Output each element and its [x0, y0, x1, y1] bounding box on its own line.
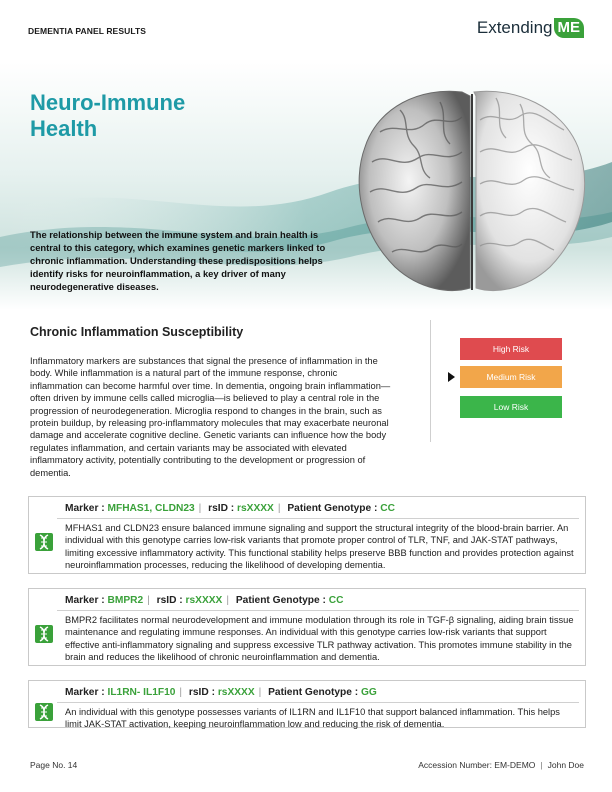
logo-text: Extending — [476, 18, 553, 37]
marker-label: Marker : — [65, 595, 105, 606]
marker-value: MFHAS1, CLDN23 — [107, 503, 195, 514]
risk-medium: Medium Risk — [460, 366, 562, 388]
marker-value: BMPR2 — [107, 595, 144, 606]
page-number: Page No. 14 — [30, 760, 78, 770]
genotype-label: Patient Genotype : — [268, 687, 359, 698]
logo-badge: ME — [554, 18, 585, 38]
marker-header: Marker : BMPR2 | rsID : rsXXXX | Patient Genotype : CC — [65, 595, 344, 606]
marker-card — [28, 588, 586, 666]
marker-value: IL1RN- IL1F10 — [107, 687, 176, 698]
marker-label: Marker : — [65, 687, 105, 698]
rsid-label: rsID : — [208, 503, 235, 514]
marker-header: Marker : MFHAS1, CLDN23 | rsID : rsXXXX | Patient Genotype : CC — [65, 503, 395, 514]
patient-name: John Doe — [547, 760, 584, 770]
rsid-value: rsXXXX — [237, 503, 274, 514]
card-divider — [57, 610, 579, 611]
dna-icon — [35, 625, 53, 643]
logo — [477, 18, 584, 38]
genotype-value: CC — [380, 503, 395, 514]
marker-description: MFHAS1 and CLDN23 ensure balanced immune signaling and support the structural integrity of the blood-brain barrier. An individual with this genotype carries low-risk variants that promote proper control of TLR, TNF, and JAK-STAT pathways, limiting excessive inflammatory activity. This functional stability helps preserve BBB function and provides protection against neuroinflammation processes, reducing the likelihood of developing dementia. — [65, 523, 574, 570]
accession-number: Accession Number: EM-DEMO — [418, 760, 536, 770]
genotype-label: Patient Genotype : — [287, 503, 378, 514]
section-body: Inflammatory markers are substances that signal the presence of inflammation in the body. While inflammation is a natural part of the immune response, chronic inflammation can become harmful over time. In dementia, ongoing brain inflammation—often driven by immune cells called microglia—is believed to play a central role in the progression of neurodegeneration. Microglia respond to changes in the brain, such as protein buildup, by releasing pro-inflammatory molecules that may exacerbate neuronal damage and accelerate cognitive decline. Genetic variants can influence how the body regulates inflammation, and certain variants may be associated with elevated inflammatory activity, potentially contributing to the development or progression of dementia. — [30, 356, 391, 478]
card-divider — [57, 702, 579, 703]
rsid-value: rsXXXX — [185, 595, 223, 606]
marker-card — [28, 496, 586, 574]
marker-header: Marker : IL1RN- IL1F10 | rsID : rsXXXX | Patient Genotype : GG — [65, 687, 377, 698]
risk-low: Low Risk — [460, 396, 562, 418]
intro-paragraph: The relationship between the immune system and brain health is central to this category, which examines genetic markers linked to chronic inflammation. Understanding these predispositions helps identify risks for neuroinflammation, a key driver of many neurodegenerative diseases. — [30, 229, 326, 292]
rsid-label: rsID : — [156, 595, 183, 606]
page-title: Neuro-Immune Health — [30, 90, 186, 141]
section-title: Chronic Inflammation Susceptibility — [30, 325, 244, 339]
genotype-value: CC — [328, 595, 344, 606]
risk-high: High Risk — [460, 338, 562, 360]
rsid-value: rsXXXX — [217, 687, 255, 698]
marker-label: Marker : — [65, 503, 105, 514]
selector-arrow-icon — [448, 372, 455, 382]
marker-card — [28, 680, 586, 728]
marker-description: BMPR2 facilitates normal neurodevelopment and immune modulation through its role in TGF-β signaling, aiding brain tissue maintenance and regulating immune responses. An individual with this genotype carries low-risk variants that support effective anti-inflammatory signaling and suppress excessive TLR pathway activation. This promotes immune stability in the brain and reduces the likelihood of chronic neuroinflammation and dementia. — [65, 615, 574, 662]
dna-icon — [35, 703, 53, 721]
genotype-value: GG — [360, 687, 377, 698]
vertical-divider — [430, 320, 431, 442]
rsid-label: rsID : — [188, 687, 215, 698]
card-divider — [57, 518, 579, 519]
marker-description: An individual with this genotype possesses variants of IL1RN and IL1F10 that support balanced inflammation. This helps limit JAK-STAT activation, keeping neuroinflammation low and reducing the risk of dementia. — [65, 707, 560, 730]
dna-icon — [35, 533, 53, 551]
section-label: DEMENTIA PANEL RESULTS — [28, 26, 147, 36]
footer-info: Accession Number: EM-DEMO | John Doe — [418, 760, 584, 770]
genotype-label: Patient Genotype : — [235, 595, 326, 606]
